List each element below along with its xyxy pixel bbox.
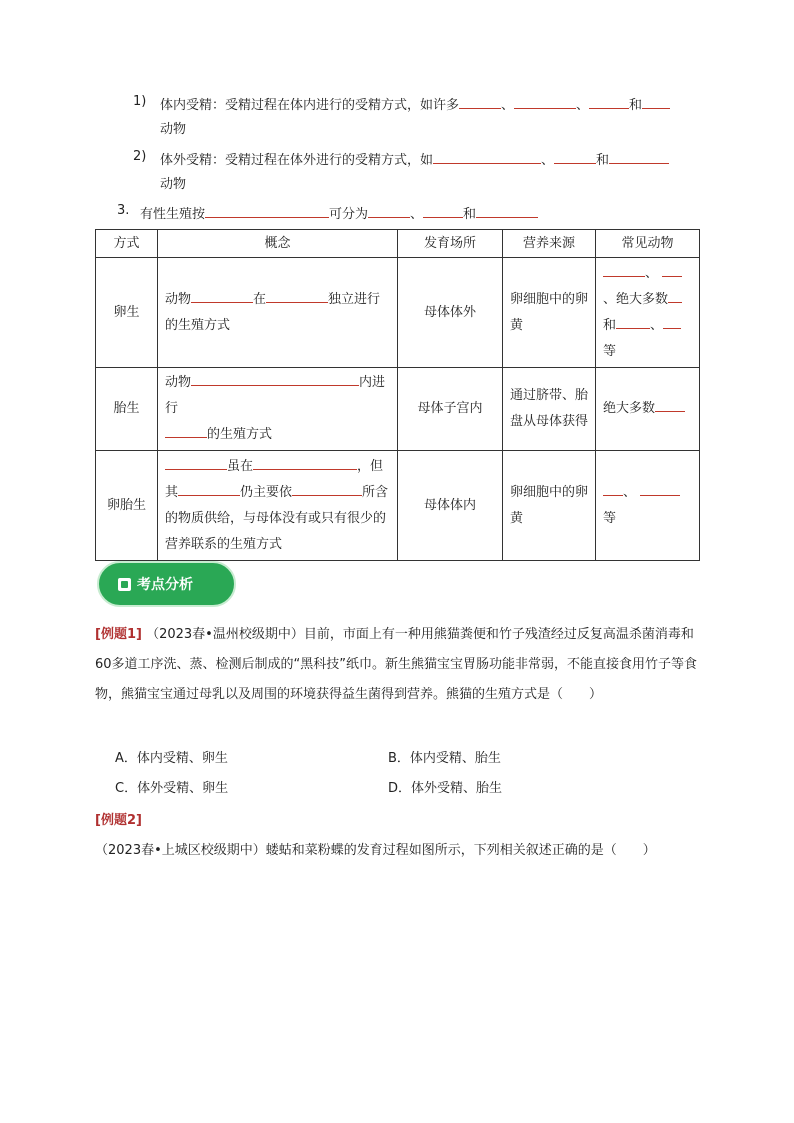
- blank[interactable]: [642, 94, 670, 109]
- item-number: 3.: [117, 203, 130, 218]
- question-text: （2023春•温州校级期中）目前，市面上有一种用熊猫粪便和竹子残渣经过反复高温杀菌消毒和60多道工序洗、蒸、检测后制成的“黑科技”纸巾。新生熊猫宝宝胃肠功能非常弱，不能直接食用竹子等食物，熊猫宝宝通过母乳以及周围的环境获得益生菌得到营养。熊猫的生殖方式是（ ）: [95, 627, 698, 702]
- blank[interactable]: [603, 262, 645, 277]
- blank[interactable]: [476, 203, 538, 218]
- blank[interactable]: [616, 314, 650, 329]
- internal-fertilization-line: 体内受精：受精过程在体内进行的受精方式，如许多 、 、 和: [160, 94, 670, 116]
- table-row: [96, 258, 700, 368]
- option-b[interactable]: B．体内受精、胎生: [388, 751, 501, 766]
- table-row: [96, 368, 700, 451]
- header-animals: 常见动物: [596, 230, 700, 258]
- blank[interactable]: [655, 397, 685, 412]
- example-1: [95, 620, 705, 710]
- table-header-row: [96, 230, 700, 258]
- blank[interactable]: [554, 149, 596, 164]
- blank[interactable]: [253, 455, 357, 470]
- external-fertilization-line: 体外受精：受精过程在体外进行的受精方式，如 、 和: [160, 149, 669, 171]
- animals-cell: 、 等: [596, 451, 700, 561]
- nutrition-cell: 卵细胞中的卵黄: [503, 451, 596, 561]
- concept-cell: 虽在 ，但其 仍主要依 所含的物质供给，与母体没有或只有很少的营养联系的生殖方式: [158, 451, 398, 561]
- reproduction-table: [95, 229, 700, 561]
- nutrition-cell: 通过脐带、胎盘从母体获得: [503, 368, 596, 451]
- blank[interactable]: [433, 149, 541, 164]
- example-2: [95, 806, 705, 866]
- blank[interactable]: [603, 481, 623, 496]
- way-cell: 卵胎生: [96, 451, 158, 561]
- header-way: 方式: [96, 230, 158, 258]
- blank[interactable]: [292, 481, 362, 496]
- blank[interactable]: [668, 288, 682, 303]
- blank[interactable]: [423, 203, 463, 218]
- blank[interactable]: [205, 203, 329, 218]
- concept-cell: 动物 在 独立进行 的生殖方式: [158, 258, 398, 368]
- question-text: （2023春•上城区校级期中）蝼蛄和菜粉蝶的发育过程如图所示，下列相关叙述正确的是（ ）: [95, 843, 656, 858]
- blank[interactable]: [609, 149, 669, 164]
- item-number: 1): [133, 94, 147, 109]
- sexual-reproduction-line: 有性生殖按 可分为 、 和: [140, 203, 538, 225]
- blank[interactable]: [191, 371, 359, 386]
- option-a[interactable]: A．体内受精、卵生: [115, 751, 228, 766]
- blank[interactable]: [191, 288, 253, 303]
- way-cell: 卵生: [96, 258, 158, 368]
- nutrition-cell: 卵细胞中的卵黄: [503, 258, 596, 368]
- blank[interactable]: [165, 423, 207, 438]
- option-c[interactable]: C．体外受精、卵生: [115, 781, 229, 796]
- blank[interactable]: [459, 94, 501, 109]
- blank[interactable]: [640, 481, 680, 496]
- blank[interactable]: [514, 94, 576, 109]
- continuation-text: 动物: [160, 122, 187, 137]
- blank[interactable]: [178, 481, 240, 496]
- item-number: 2): [133, 149, 147, 164]
- place-cell: 母体子宫内: [398, 368, 503, 451]
- blank[interactable]: [589, 94, 629, 109]
- header-place: 发育场所: [398, 230, 503, 258]
- header-nutrition: 营养来源: [503, 230, 596, 258]
- section-badge: 考点分析: [97, 561, 236, 607]
- example-tag: [例题1]: [95, 627, 142, 642]
- concept-cell: 动物 内进行 的生殖方式: [158, 368, 398, 451]
- animals-cell: 、 、绝大多数 和 、 等: [596, 258, 700, 368]
- blank[interactable]: [663, 314, 681, 329]
- way-cell: 胎生: [96, 368, 158, 451]
- place-cell: 母体体内: [398, 451, 503, 561]
- blank[interactable]: [662, 262, 682, 277]
- option-d[interactable]: D．体外受精、胎生: [388, 781, 503, 796]
- table-row: [96, 451, 700, 561]
- blank[interactable]: [266, 288, 328, 303]
- header-concept: 概念: [158, 230, 398, 258]
- blank[interactable]: [165, 455, 227, 470]
- place-cell: 母体体外: [398, 258, 503, 368]
- animals-cell: 绝大多数: [596, 368, 700, 451]
- book-icon: [118, 578, 131, 591]
- example-tag: [例题2]: [95, 813, 142, 828]
- continuation-text: 动物: [160, 177, 187, 192]
- blank[interactable]: [368, 203, 410, 218]
